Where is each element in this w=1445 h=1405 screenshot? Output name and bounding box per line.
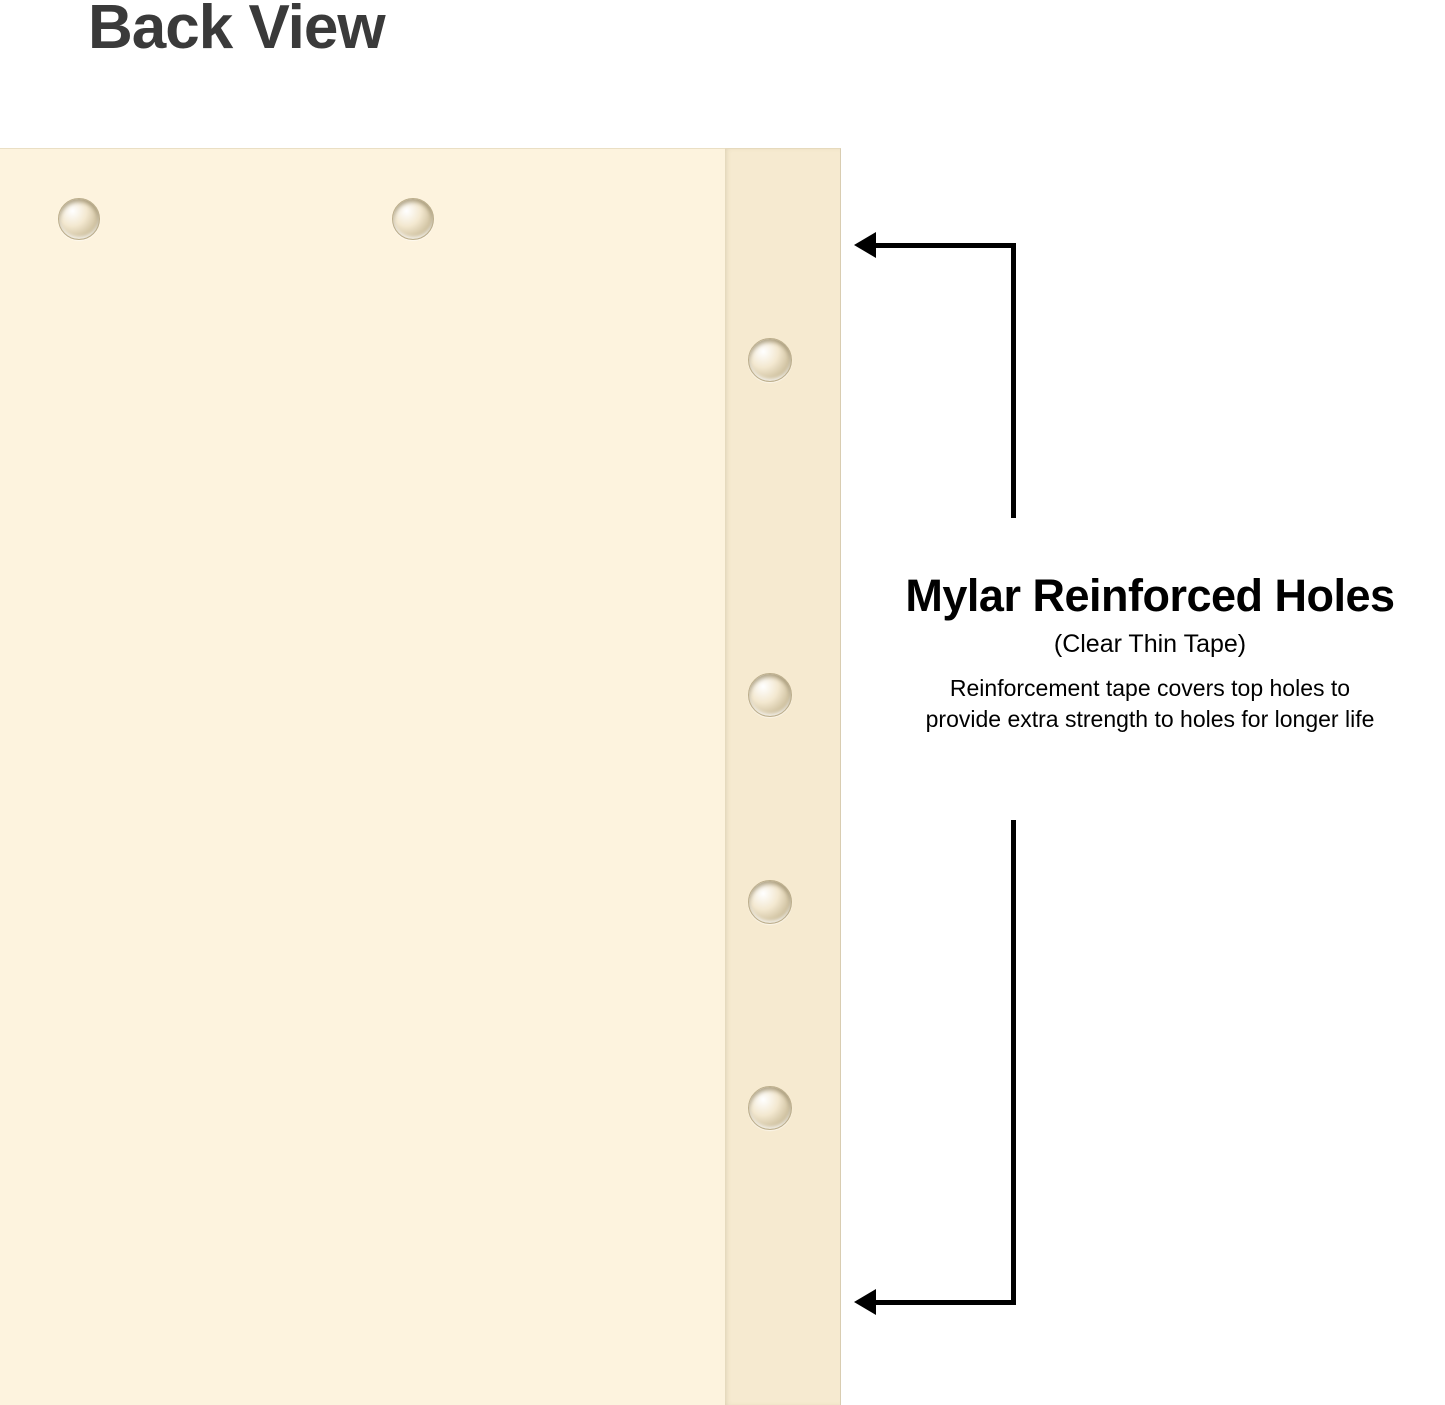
- callout-description: [855, 673, 1445, 736]
- callout-subtitle: (Clear Thin Tape): [1053, 629, 1247, 658]
- side-hole-2: [748, 673, 792, 717]
- mylar-tape-strip: [725, 148, 841, 1405]
- divider-sheet-illustration: [0, 148, 840, 1404]
- arrow-head-icon: [854, 232, 876, 258]
- bracket-horizontal-line: [876, 1300, 1016, 1305]
- callout-description-line-2: provide extra strength to holes for longer life: [925, 706, 1375, 733]
- callout-heading: Mylar Reinforced Holes: [905, 570, 1395, 621]
- callout-description-line-1: Reinforcement tape covers top holes to: [949, 674, 1351, 701]
- upper-callout-bracket: [1011, 243, 1161, 518]
- side-hole-3: [748, 880, 792, 924]
- callout-text-block: [855, 572, 1445, 736]
- arrow-head-icon: [854, 1289, 876, 1315]
- top-hole-1: [58, 198, 100, 240]
- bracket-horizontal-line: [876, 243, 1016, 248]
- side-hole-4: [748, 1086, 792, 1130]
- bracket-vertical-line: [1011, 243, 1016, 518]
- bracket-vertical-line: [1011, 820, 1016, 1305]
- side-hole-1: [748, 338, 792, 382]
- lower-callout-bracket: [1011, 820, 1161, 1305]
- page-title: Back View: [88, 0, 385, 62]
- sheet-body: [0, 148, 725, 1405]
- top-hole-2: [392, 198, 434, 240]
